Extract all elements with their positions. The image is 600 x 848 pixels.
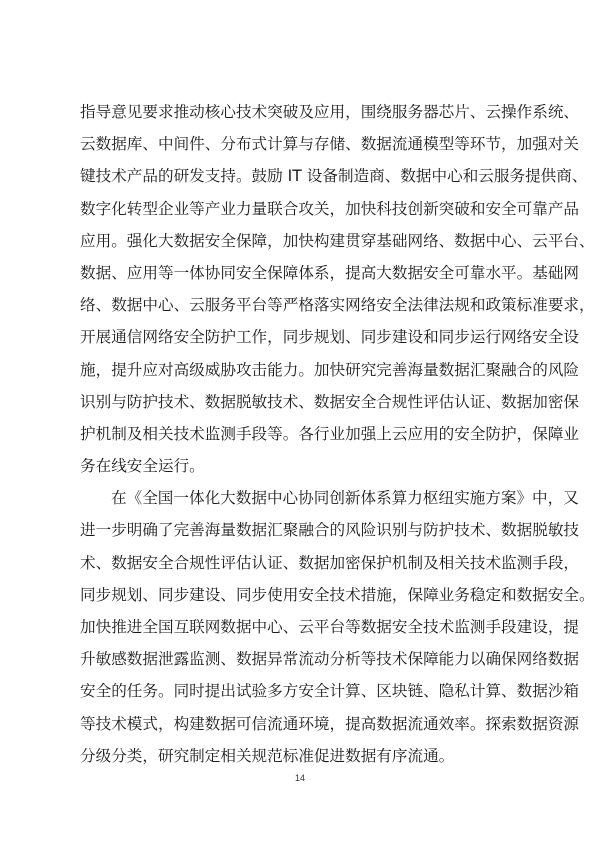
- text-line: 键技术产品的研发支持。鼓励 IT 设备制造商、数据中心和云服务提供商、: [80, 167, 588, 186]
- text-line: 同步规划、同步建设、同步使用安全技术措施，保障业务稳定和数据安全。: [80, 585, 595, 604]
- text-line: 数据、应用等一体协同安全保障体系，提高大数据安全可靠水平。基础网: [80, 263, 580, 282]
- text-line: 数字化转型企业等产业力量联合攻关，加快科技创新突破和安全可靠产品: [80, 199, 580, 218]
- body-text: [80, 96, 595, 772]
- text-line: 施，提升应对高级威胁攻击能力。加快研究完善海量数据汇聚融合的风险: [80, 360, 580, 379]
- text-line: 识别与防护技术、数据脱敏技术、数据安全合规性评估认证、数据加密保: [80, 392, 580, 411]
- text-line: 应用。强化大数据安全保障，加快构建贯穿基础网络、数据中心、云平台、: [80, 231, 595, 250]
- text-line: 等技术模式，构建数据可信流通环境，提高数据流通效率。探索数据资源: [80, 714, 580, 733]
- text-line: 加快推进全国互联网数据中心、云平台等数据安全技术监测手段建设，提: [80, 618, 580, 636]
- text-line: 务在线安全运行。: [80, 457, 205, 476]
- text-line: 开展通信网络安全防护工作，同步规划、同步建设和同步运行网络安全设: [80, 328, 580, 347]
- text-line: 分级分类，研究制定相关规范标准促进数据有序流通。: [80, 746, 455, 765]
- paragraph-first-line: 在《全国一体化大数据中心协同创新体系算力枢纽实施方案》中，又: [111, 489, 579, 508]
- text-line: 护机制及相关技术监测手段等。各行业加强上云应用的安全防护，保障业: [80, 424, 580, 443]
- text-line: 安全的任务。同时提出试验多方安全计算、区块链、隐私计算、数据沙箱: [80, 682, 580, 701]
- page-number: 14: [294, 773, 305, 783]
- text-line: 升敏感数据泄露监测、数据异常流动分析等技术保障能力以确保网络数据: [80, 650, 580, 669]
- text-line: 指导意见要求推动核心技术突破及应用，围绕服务器芯片、云操作系统、: [80, 103, 580, 121]
- text-line: 云数据库、中间件、分布式计算与存储、数据流通模型等环节，加强对关: [80, 135, 580, 154]
- text-line: 络、数据中心、云服务平台等严格落实网络安全法律法规和政策标准要求，: [80, 296, 595, 315]
- text-line: 进一步明确了完善海量数据汇聚融合的风险识别与防护技术、数据脱敏技: [80, 521, 580, 540]
- text-line: 术、数据安全合规性评估认证、数据加密保护机制及相关技术监测手段，: [80, 553, 580, 572]
